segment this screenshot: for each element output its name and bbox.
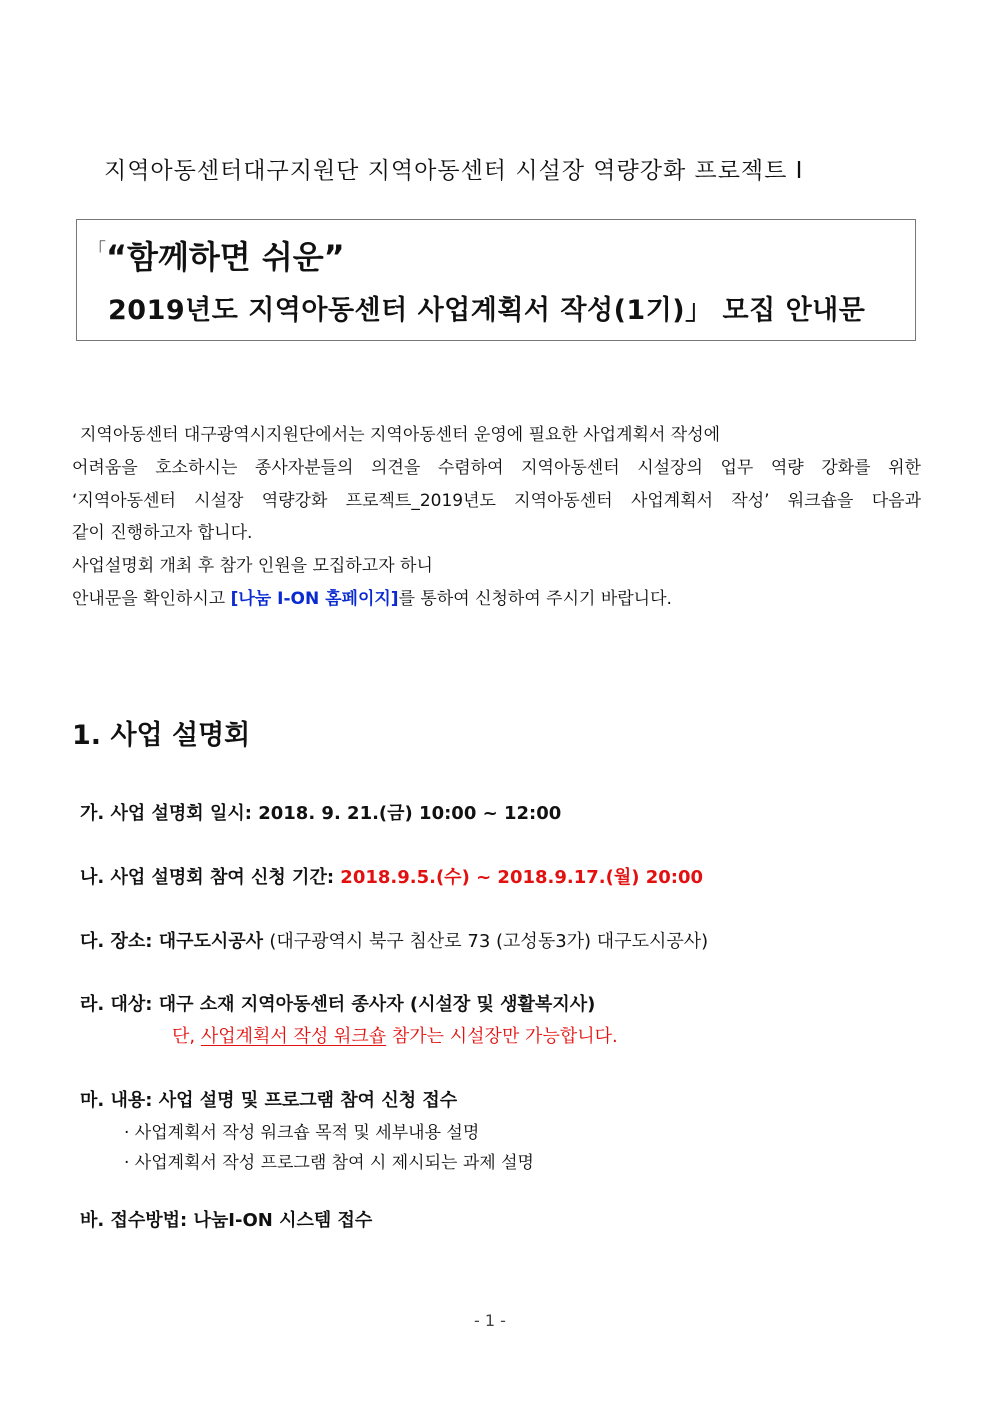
item-ma-bullet-2: · 사업계획서 작성 프로그램 참여 시 제시되는 과제 설명 [124, 1153, 534, 1173]
note-underlined: 사업계획서 작성 워크숍 [200, 1026, 387, 1047]
word: 다음과 [871, 491, 921, 511]
item-da-label: 다. 장소: 대구도시공사 [80, 931, 270, 952]
word: 수렴하여 [437, 458, 504, 478]
item-ra: 라. 대상: 대구 소재 지역아동센터 종사자 (시설장 및 생활복지사) [80, 994, 596, 1015]
word: ‘지역아동센터 [72, 491, 176, 511]
item-da-value: (대구광역시 북구 침산로 73 (고성동3가) 대구도시공사) [269, 931, 709, 952]
word: 역량 [770, 458, 804, 478]
document-header: 지역아동센터대구지원단 지역아동센터 시설장 역량강화 프로젝트 Ⅰ [104, 158, 804, 184]
item-na [80, 863, 703, 889]
word: 지역아동센터 [521, 458, 620, 478]
word: 종사자분들의 [254, 458, 354, 478]
item-ga-label: 가. 사업 설명회 일시: [80, 803, 259, 824]
word: 사업계획서 [630, 491, 714, 511]
page-number: - 1 - [474, 1311, 506, 1330]
intro-line-6-pre: 안내문을 확인하시고 [72, 589, 231, 609]
word: 작성’ [731, 491, 770, 511]
intro-line-6-post: 를 통하여 신청하여 주시기 바랍니다. [398, 589, 672, 609]
word: 워크숍을 [787, 491, 854, 511]
note-post: 참가는 시설장만 가능합니다. [386, 1026, 618, 1047]
item-ga [80, 799, 561, 825]
word: 지역아동센터 [514, 491, 613, 511]
word: 강화를 [821, 458, 871, 478]
section-title: 1. 사업 설명회 [72, 720, 251, 751]
item-ga-value: 2018. 9. 21.(금) 10:00 ~ 12:00 [258, 803, 562, 824]
intro-line-5: 사업설명회 개최 후 참가 인원을 모집하고자 하니 [72, 556, 433, 576]
homepage-link[interactable]: [나눔 I-ON 홈페이지] [230, 589, 399, 609]
intro-line-3 [72, 486, 921, 511]
title-main [88, 232, 345, 278]
word: 의견을 [371, 458, 421, 478]
word: 시설장 [194, 491, 244, 511]
intro-line-2 [72, 453, 921, 478]
word: 업무 [720, 458, 754, 478]
item-ma: 마. 내용: 사업 설명 및 프로그램 참여 신청 접수 [80, 1090, 458, 1111]
word: 위한 [888, 458, 921, 478]
word: 어려움을 [72, 458, 138, 478]
intro-line-1: 지역아동센터 대구광역시지원단에서는 지역아동센터 운영에 필요한 사업계획서 작성에 [80, 425, 721, 445]
word: 시설장의 [637, 458, 703, 478]
item-na-label: 나. 사업 설명회 참여 신청 기간: [80, 867, 341, 888]
item-ma-bullet-1: · 사업계획서 작성 워크숍 목적 및 세부내용 설명 [124, 1123, 480, 1143]
word: 프로젝트_2019년도 [345, 491, 496, 511]
title-slogan: “함께하면 쉬운” [106, 238, 345, 276]
word: 역량강화 [261, 491, 328, 511]
intro-line-6 [72, 584, 672, 609]
item-ba: 바. 접수방법: 나눔I-ON 시스템 접수 [80, 1210, 373, 1231]
note-pre: 단, [172, 1026, 201, 1047]
word: 호소하시는 [155, 458, 238, 478]
title-subtitle: 2019년도 지역아동센터 사업계획서 작성(1기)」 모집 안내문 [108, 295, 866, 326]
item-da [80, 927, 708, 953]
intro-line-4: 같이 진행하고자 합니다. [72, 523, 253, 543]
title-bracket: 「 [88, 240, 106, 261]
item-ra-note [172, 1022, 618, 1048]
item-na-value: 2018.9.5.(수) ~ 2018.9.17.(월) 20:00 [340, 867, 704, 888]
